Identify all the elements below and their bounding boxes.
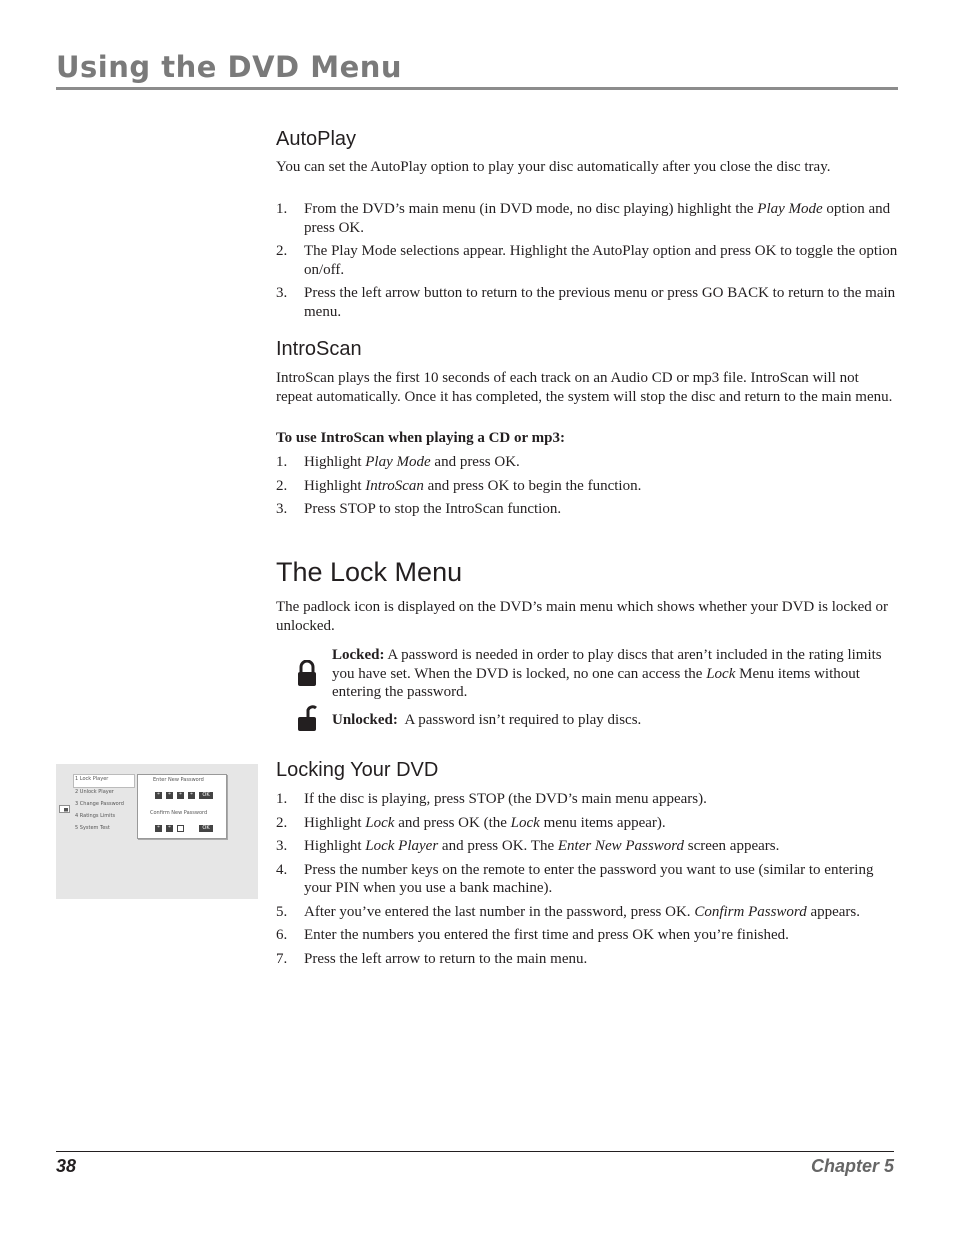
list-item: 5. After you’ve entered the last number in the password, press OK. Confirm Password appears. [276, 903, 861, 920]
list-item: 2. Highlight Lock and press OK (the Lock menu items appear). [276, 814, 666, 831]
padlock-unlocked-icon [296, 705, 318, 737]
unlocked-row [276, 711, 898, 730]
screen-menu-item[interactable]: 5 System Test [75, 825, 110, 831]
lock-menu-heading: The Lock Menu [276, 557, 463, 587]
page-number: 38 [56, 1156, 77, 1176]
introscan-heading: IntroScan [276, 338, 362, 360]
list-item: 7. Press the left arrow to return to the main menu. [276, 950, 588, 967]
list-item: 1. Highlight Play Mode and press OK. [276, 454, 520, 470]
padlock-icon [59, 800, 70, 808]
list-item: 2. The Play Mode selections appear. Highlight the AutoPlay option and press OK to toggle the option on/off. [276, 243, 898, 278]
introscan-intro: IntroScan plays the first 10 seconds of each track on an Audio CD or mp3 file. IntroScan will not repeat automatically. Once it has completed, the system will stop the disc and return to the main menu. [276, 370, 893, 405]
lock-menu-screenshot [56, 764, 258, 899]
screen-menu-item[interactable]: 4 Ratings Limits [75, 813, 116, 819]
screen-menu-item[interactable]: 3 Change Password [75, 801, 124, 807]
introscan-subhead: To use IntroScan when playing a CD or mp3: [276, 430, 565, 446]
list-item: 3. Press STOP to stop the IntroScan function. [276, 501, 562, 517]
ok-button[interactable]: OK [199, 825, 213, 832]
ok-button[interactable]: OK [199, 792, 213, 799]
screen-menu-item[interactable]: 1 Lock Player [75, 776, 109, 782]
password-dialog [137, 774, 227, 839]
header-rule [56, 87, 898, 90]
autoplay-intro: You can set the AutoPlay option to play your disc automatically after you close the disc tray. [276, 159, 831, 175]
unlocked-text: Unlocked: A password isn’t required to play discs. [332, 712, 642, 728]
locking-heading: Locking Your DVD [276, 759, 439, 781]
padlock-locked-icon [296, 660, 318, 692]
page-header-title: Using the DVD Menu [56, 50, 403, 84]
screen-menu-item[interactable]: 2 Unlock Player [75, 789, 114, 795]
list-item: 4. Press the number keys on the remote to enter the password you want to use (similar to entering your PIN when you use a bank machine). [276, 861, 874, 896]
lock-menu-intro: The padlock icon is displayed on the DVD’s main menu which shows whether your DVD is locked or unlocked. [276, 599, 888, 634]
locking-steps [276, 790, 898, 973]
chapter-label: Chapter 5 [810, 1156, 894, 1176]
list-item: 1. If the disc is playing, press STOP (the DVD’s main menu appears). [276, 791, 707, 807]
list-item: 1. From the DVD’s main menu (in DVD mode, no disc playing) highlight the Play Mode option and press OK. [276, 201, 891, 236]
autoplay-steps [276, 200, 898, 326]
list-item: 2. Highlight IntroScan and press OK to begin the function. [276, 477, 642, 494]
footer-rule [56, 1151, 894, 1152]
locked-text: Locked: A password is needed in order to play discs that aren’t included in the rating limits you have set. When the DVD is locked, no one can access the Lock Menu items without entering the password. [332, 647, 882, 700]
enter-password-label: Enter New Password [153, 777, 204, 783]
confirm-password-label: Confirm New Password [150, 810, 208, 816]
autoplay-heading: AutoPlay [276, 128, 357, 150]
cursor-box [177, 825, 184, 832]
list-item: 6. Enter the numbers you entered the first time and press OK when you’re finished. [276, 927, 789, 943]
list-item: 3. Press the left arrow button to return to the previous menu or press GO BACK to return to the main menu. [276, 285, 896, 320]
list-item: 3. Highlight Lock Player and press OK. The Enter New Password screen appears. [276, 838, 780, 854]
introscan-steps [276, 453, 898, 524]
confirm-password-field[interactable]: * * OK [155, 825, 213, 843]
enter-password-field[interactable]: * * * * OK [155, 792, 213, 810]
locked-row [276, 646, 898, 702]
